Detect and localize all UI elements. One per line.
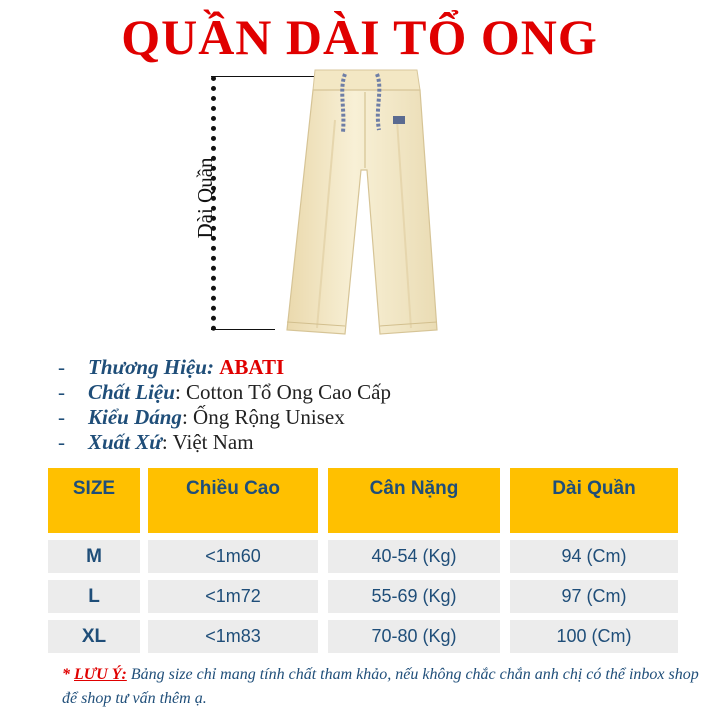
spec-value: Cotton Tổ Ong Cao Cấp [186,380,391,404]
note-label-text: LƯU Ý: [74,666,127,683]
table-cell-size: L [48,580,140,613]
table-cell-weight: 40-54 (Kg) [328,540,500,573]
table-cell-height: <1m72 [148,580,318,613]
spec-key: Kiểu Dáng [88,405,182,429]
spec-key: Xuất Xứ [88,430,162,454]
table-cell-length: 97 (Cm) [510,580,678,613]
page-title: QUẦN DÀI TỔ ONG [121,9,598,65]
size-note [62,663,702,711]
table-cell-weight: 55-69 (Kg) [328,580,500,613]
table-header-weight: Cân Nặng [328,468,500,533]
spec-origin: - Xuất Xứ: Việt Nam [58,430,254,454]
table-cell-length: 94 (Cm) [510,540,678,573]
spec-key: Chất Liệu [88,380,175,404]
note-label [62,666,127,683]
spec-dash: - [58,380,65,404]
note-text: Bảng size chỉ mang tính chất tham khảo, nếu không chắc chắn anh chị có thể inbox shop để shop tư vấn thêm ạ. [62,666,699,707]
table-cell-size: XL [48,620,140,653]
spec-dash: - [58,355,65,379]
table-header-height: Chiều Cao [148,468,318,533]
table-cell-size: M [48,540,140,573]
length-label: Dài Quần [193,157,217,239]
spec-dash: - [58,405,65,429]
pants-product-image [265,60,465,345]
table-cell-height: <1m83 [148,620,318,653]
table-cell-length: 100 (Cm) [510,620,678,653]
spec-material: - Chất Liệu: Cotton Tổ Ong Cao Cấp [58,380,391,404]
table-cell-weight: 70-80 (Kg) [328,620,500,653]
spec-value: Việt Nam [172,430,254,454]
table-cell-height: <1m60 [148,540,318,573]
spec-key: Thương Hiệu [88,355,207,379]
brand-value: ABATI [219,355,285,379]
table-header-size: SIZE [48,468,140,533]
note-star: * [62,666,70,683]
spec-value: Ống Rộng Unisex [193,405,345,429]
spec-dash: - [58,430,65,454]
table-header-length: Dài Quần [510,468,678,533]
spec-style: - Kiểu Dáng: Ống Rộng Unisex [58,405,345,429]
product-specs-list [58,355,698,455]
spec-brand: - Thương Hiệu: ABATI [58,355,285,379]
